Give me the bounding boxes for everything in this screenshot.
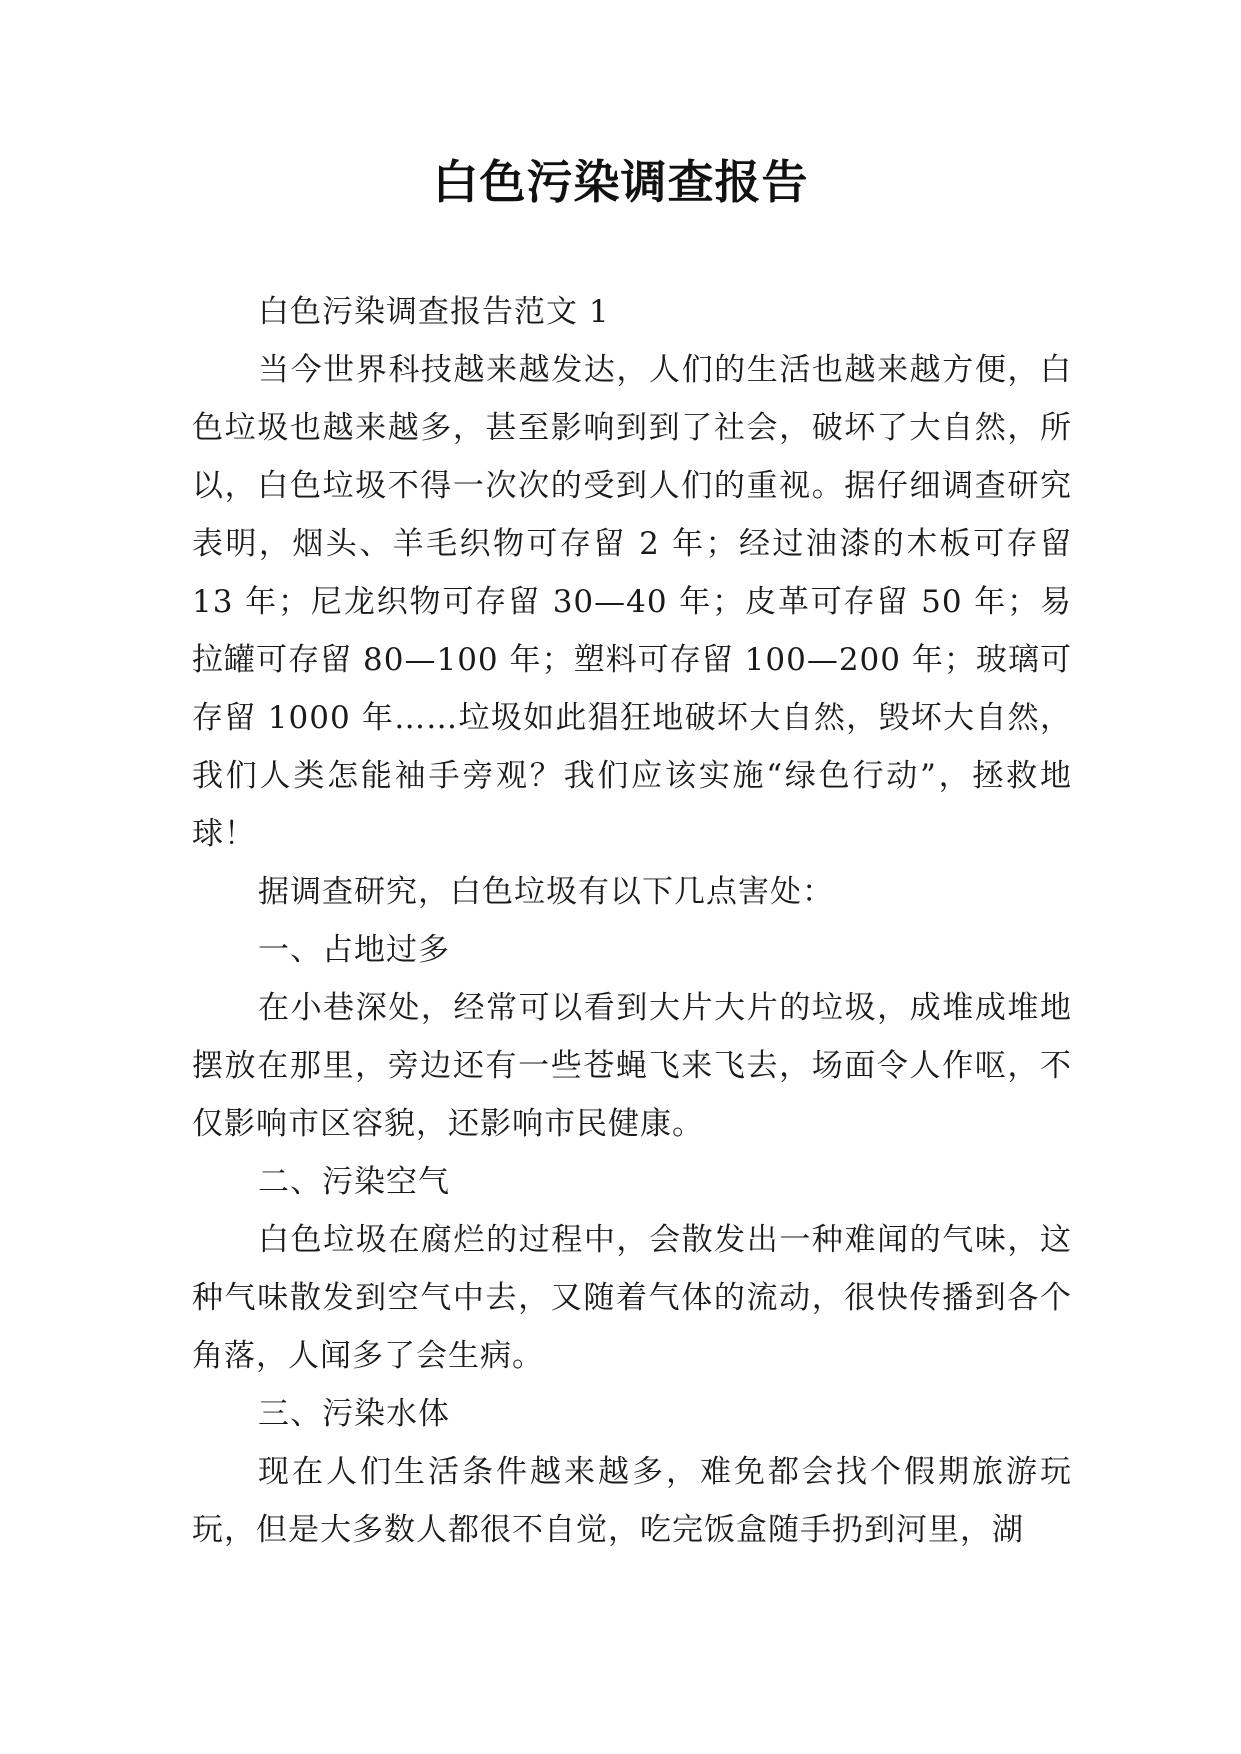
intro-paragraph: 当今世界科技越来越发达，人们的生活也越来越方便，白色垃圾也越来越多，甚至影响到到了社会，破坏了大自然，所以，白色垃圾不得一次次的受到人们的重视。据仔细调查研究表明，烟头、羊毛织物可存留 2 年；经过油漆的木板可存留 13 年；尼龙织物可存留 30—40 年；皮革可存留 50 年；易拉罐可存留 80—100 年；塑料可存留 100—200 年；玻璃可存留 1000 年……垃圾如此猖狂地破坏大自然，毁坏大自然，我们人类怎能袖手旁观？我们应该实施“绿色行动”，拯救地球！ (192, 352, 1072, 852)
subtitle-paragraph: 白色污染调查报告范文 1 (258, 294, 610, 330)
document-title: 白色污染调查报告 (432, 155, 809, 209)
document-body (192, 283, 1072, 1559)
section-paragraph-3: 现在人们生活条件越来越多，难免都会找个假期旅游玩玩，但是大多数人都很不自觉，吃完饭盒随手扔到河里，湖 (192, 1454, 1072, 1548)
harms-intro-paragraph: 据调查研究，白色垃圾有以下几点害处： (258, 874, 834, 910)
section-heading-1: 一、占地过多 (258, 932, 450, 968)
section-paragraph-2: 白色垃圾在腐烂的过程中，会散发出一种难闻的气味，这种气味散发到空气中去，又随着气体的流动，很快传播到各个角落，人闻多了会生病。 (192, 1222, 1072, 1374)
section-heading-3: 三、污染水体 (258, 1396, 450, 1432)
section-heading-2: 二、污染空气 (258, 1164, 450, 1200)
section-paragraph-1: 在小巷深处，经常可以看到大片大片的垃圾，成堆成堆地摆放在那里，旁边还有一些苍蝇飞来飞去，场面令人作呕，不仅影响市区容貌，还影响市民健康。 (192, 990, 1072, 1142)
